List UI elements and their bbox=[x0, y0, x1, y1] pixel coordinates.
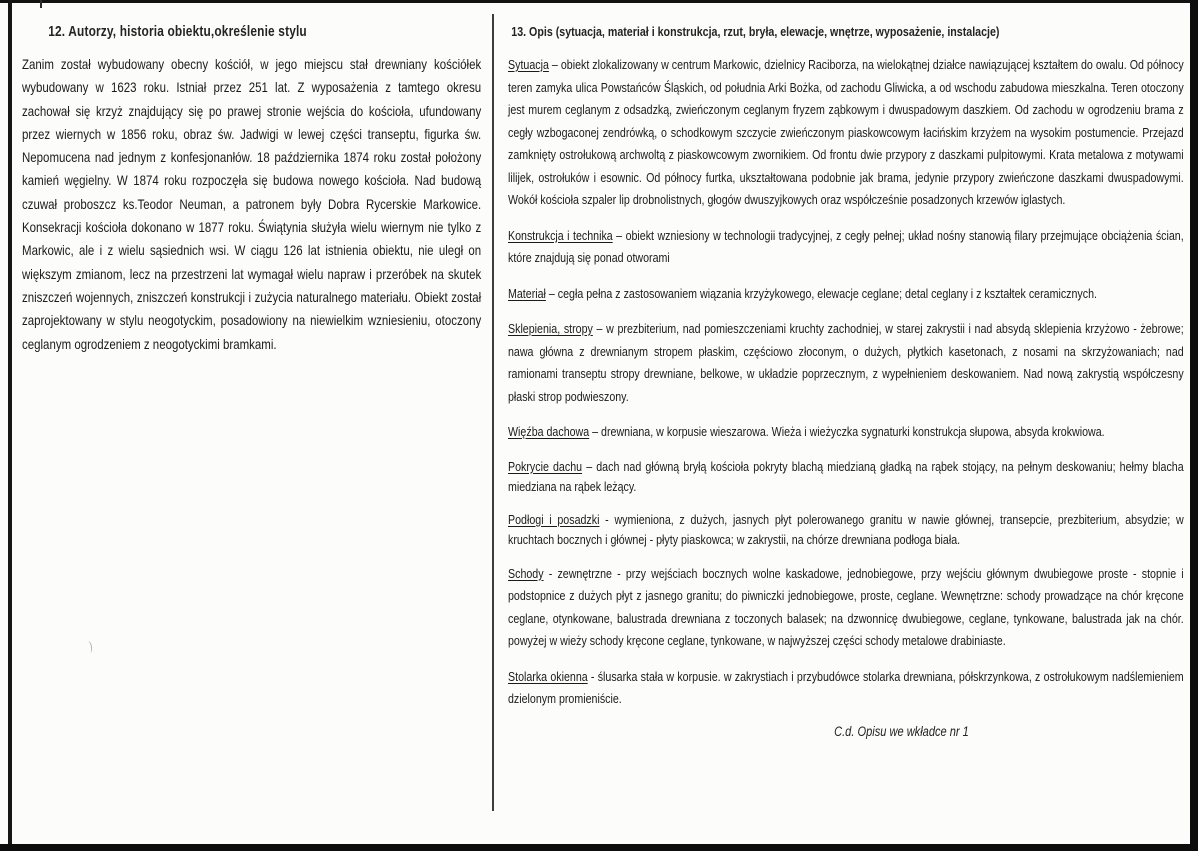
page-bottom-border bbox=[0, 844, 1198, 851]
section-label: Więźba dachowa bbox=[508, 424, 590, 439]
section-label: Materiał bbox=[508, 285, 546, 301]
section-label: Stolarka okienna bbox=[508, 668, 588, 684]
section-13-heading: 13. Opis (sytuacja, materiał i konstrukcja, rzut, bryła, elewacje, wnętrze, wyposażenie, instalacje) bbox=[511, 24, 1000, 39]
section-12-body-text: Zanim został wybudowany obecny kościół, w jego miejscu stał drewniany kościółek wybudowany w 1623 roku. Istniał przez 251 lat. Z wyposażenia z tamtego okresu zachował się krzyż znajdujący się po prawej stronie wejścia do kościoła, ufundowany przez wiernych w 1856 roku, obraz św. Jadwigi w lewej części transeptu, figurka św. Nepomucena nad jednym z konfesjonanłów. 18 października 1874 roku został położony kamień węgielny. W 1874 roku rozpoczęła się budowa nowego kościoła. Nad budową czuwał proboszcz ks.Teodor Neuman, a patronem były Dobra Rycerskie Markowice. Konsekracji kościoła dokonano w 1877 roku. Świątynia służyła wielu wiernym nie tylko z Markowic, ale i z wielu sąsiednich wsi. W ciągu 126 lat istnienia obiektu, nie uległ on większym zmianom, lecz na przestrzeni lat wymagał wielu napraw i przeróbek na skutek zniszczeń wojennych, zniszczeń konstrukcji i zużycia naturalnego materiału. Obiekt został zaprojektowany w stylu neogotyckim, posadowiony na niewielkim wzniesieniu, otoczony ceglanym ogrodzeniem z neogotyckimi bramkami. bbox=[22, 56, 482, 352]
description-section-pokrycie bbox=[508, 457, 1184, 497]
section-text: - ślusarka stała w korpusie. w zakrystiach i przybudówce stolarka drewniana, półskrzynkowa, z ostrołukowym nadślemieniem dzielonym promieniście. bbox=[508, 668, 1184, 706]
description-section-sklepienia bbox=[508, 318, 1184, 408]
section-12-heading: 12. Autorzy, historia obiektu,określenie stylu bbox=[48, 24, 307, 40]
description-section-material bbox=[508, 283, 1184, 306]
description-section-podlogi bbox=[508, 510, 1184, 550]
page-left-border bbox=[8, 0, 12, 851]
section-text: - zewnętrzne - przy wejściach bocznych wolne kaskadowe, jednobiegowe, przy wejściu głównym dwubiegowe proste - stopnie i podstopnice z dużych płyt z jasnego granitu; do piwniczki jednobiegowe, proste, ceglane. Wewnętrzne: schody prowadzące na chór kręcone ceglane, otynkowane, balustrada drewniana z toczonych balasek; na dzwonnicę dwubiegowe, ceglane, tynkowane, balustrada jak na chór. powyżej w wieży schody kręcone ceglane, tynkowane, w najwyższej części schody metalowe drabiniaste. bbox=[508, 565, 1184, 648]
description-section-wiezba bbox=[508, 421, 1184, 444]
section-label: Sytuacja bbox=[508, 57, 549, 72]
description-section-schody bbox=[508, 563, 1184, 653]
continuation-note: C.d. Opisu we wkładce nr 1 bbox=[834, 723, 969, 739]
section-label: Sklepienia, stropy bbox=[508, 321, 593, 336]
section-text: – obiekt wzniesiony w technologii tradycyjnej, z cegły pełnej; układ nośny stanowią filary przejmujące obciążenia ścian, które znajdują się ponad otworami bbox=[508, 227, 1184, 265]
section-text: - wymieniona, z dużych, jasnych płyt polerowanego granitu w nawie głównej, transepcie, prezbiterium, absydzie; w kruchtach bocznych i głównej - płyty piaskowca; w zakrystii, na chórze drewniana podłoga biała. bbox=[508, 511, 1184, 547]
section-label: Podłogi i posadzki bbox=[508, 511, 600, 527]
section-label: Pokrycie dachu bbox=[508, 458, 583, 474]
section-12-authors-history bbox=[22, 24, 481, 356]
description-section-stolarka bbox=[508, 666, 1184, 711]
section-text: – cegła pełna z zastosowaniem wiązania krzyżykowego, elewacje ceglane; detal ceglany i z kształtek ceramicznych. bbox=[548, 285, 1097, 301]
section-label: Schody bbox=[508, 565, 544, 581]
section-text: – drewniana, w korpusie wieszarowa. Wieża i wieżyczka sygnaturki konstrukcja słupowa, absyda krokwiowa. bbox=[592, 424, 1105, 439]
pen-mark-artifact bbox=[85, 641, 93, 654]
section-13-description bbox=[508, 24, 1184, 739]
column-divider-line bbox=[492, 14, 494, 811]
section-text: – dach nad główną bryłą kościoła pokryty blachą miedzianą gładką na rąbek stojący, na pełnym deskowaniu; hełmy blacha miedziana na rąbek leżący. bbox=[508, 458, 1184, 494]
section-label: Konstrukcja i technika bbox=[508, 227, 613, 243]
page-top-border bbox=[0, 0, 1198, 3]
description-section-sytuacja bbox=[508, 54, 1184, 212]
section-text: – w prezbiterium, nad pomieszczeniami kruchty zachodniej, w starej zakrystii i nad absydą sklepienia krzyżowo - żebrowe; nawa główna z drewnianym stropem płaskim, częściowo złoconym, o dużych, płytkich kasetonach, z nosami na skrzyżowaniach; nad ramionami transeptu stropy drewniane, belkowe, w układzie poprzecznym, z wypełnieniem deskowaniem. Nad nową zakrystią współczesny płaski strop podwieszony. bbox=[508, 321, 1184, 404]
section-text: – obiekt zlokalizowany w centrum Markowic, dzielnicy Raciborza, na wielokątnej działce nawiązującej kształtem do owalu. Od północy teren zamyka ulica Powstańców Śląskich, od południa Arki Bożka, od zachodu Gliwicka, a od wschodu zabudowa mieszkalna. Teren otoczony jest murem ceglanym z odsadzką, zwieńczonym ceglanym fryzem ząbkowym i dwuspadowym daszkiem. Od zachodu w ogrodzeniu brama z cegły wzbogaconej zendrówką, o schodkowym szczycie zwieńczonym piaskowcowym łacińskim krzyżem na wysokim postumencie. Przejazd zamknięty ostrołukową archwoltą z piaskowcowym zwornikiem. Od frontu dwie przypory z daszkami pulpitowymi. Krata metalowa z motywami lilijek, ostrołuków i esownic. Od północy furtka, ukształtowana podobnie jak brama, jedynie przypory zwieńczone daszkami dwuspadowymi. Wokół kościoła szpaler lip drobnolistnych, głogów dwuszyjkowych oraz współcześnie posadzonych krzewów iglastych. bbox=[508, 57, 1184, 207]
description-section-konstrukcja bbox=[508, 225, 1184, 270]
scan-artifact-tick bbox=[40, 0, 42, 8]
page-right-border bbox=[1190, 0, 1198, 851]
